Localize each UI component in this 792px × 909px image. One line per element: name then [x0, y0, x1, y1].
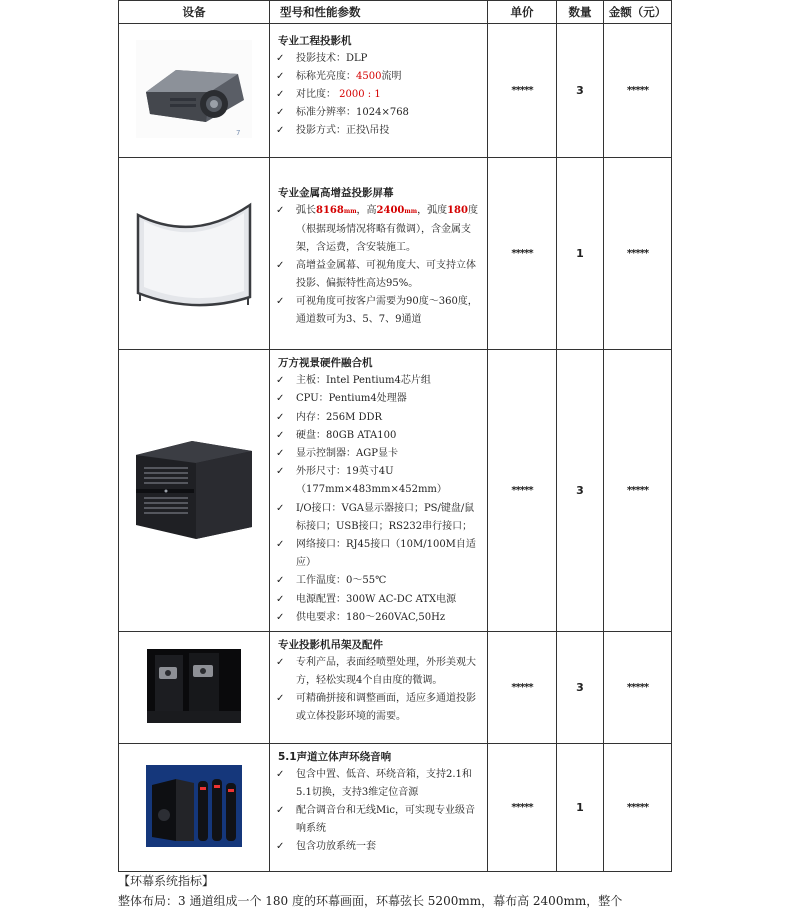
- price-cell: *****: [488, 350, 557, 632]
- spec-cell: [270, 158, 488, 350]
- spec-text: 对比度：: [296, 89, 336, 100]
- contrast-value: 2000 : 1: [336, 89, 381, 100]
- list-item: [276, 122, 481, 140]
- spec-list: [276, 372, 481, 627]
- spec-cell: [270, 24, 488, 158]
- spec-text: I/O接口：VGA显示器接口；PS/键盘/鼠标接口；USB接口；RS232串行接口；: [296, 502, 475, 532]
- list-item: [276, 372, 481, 390]
- product-title: 万方视景硬件融合机: [278, 357, 373, 369]
- spec-text: 高增益金属幕、可视角度大、可支持立体投影、偏振特性高达95%。: [296, 260, 476, 289]
- check-icon: ✓: [276, 611, 285, 623]
- check-icon: ✓: [276, 448, 285, 460]
- product-title: 5.1声道立体声环绕音响: [278, 751, 392, 764]
- projector-mount-photo: [147, 649, 241, 723]
- spec-text: 流明: [381, 71, 402, 82]
- spec-text: 显示控制器：AGP显卡: [296, 448, 398, 460]
- list-item: [276, 293, 481, 329]
- list-item: [276, 390, 481, 408]
- spec-text: CPU：Pentium4处理器: [296, 393, 407, 405]
- spec-list: [276, 654, 481, 726]
- product-title: 专业工程投影机: [278, 35, 352, 47]
- equipment-table: [118, 0, 672, 872]
- list-item: [276, 838, 481, 856]
- spec-text: 供电要求：180～260VAC,50Hz: [296, 611, 446, 623]
- spec-text: 标准分辨率：1024×768: [296, 107, 409, 118]
- price-cell: *****: [488, 744, 557, 872]
- device-image-cell: [119, 350, 270, 632]
- list-item: [276, 609, 481, 627]
- spec-cell: [270, 350, 488, 632]
- table-header-row: [119, 1, 672, 24]
- list-item: [276, 536, 481, 572]
- table-row: [119, 24, 672, 158]
- check-icon: ✓: [276, 71, 285, 82]
- spec-text: 工作温度：0～55℃: [296, 575, 387, 587]
- spec-text: 硬盘：80GB ATA100: [296, 429, 397, 441]
- amount-cell: *****: [604, 24, 672, 158]
- spec-text: 内存：256M DDR: [296, 411, 383, 423]
- curved-screen-photo: [132, 197, 256, 307]
- check-icon: ✓: [276, 769, 285, 781]
- product-title: 专业投影机吊架及配件: [278, 639, 383, 652]
- check-icon: ✓: [276, 260, 285, 271]
- check-icon: ✓: [276, 429, 285, 441]
- list-item: [276, 445, 481, 463]
- spec-text: 可视角度可按客户需要为90度～360度，通道数可为3、5、7、9通道: [296, 296, 478, 325]
- spec-text: 投影方式：正投\吊投: [296, 125, 390, 136]
- device-image-cell: [119, 158, 270, 350]
- spec-cell: [270, 744, 488, 872]
- header-price: 单价: [488, 1, 557, 24]
- product-title: 专业金属高增益投影屏幕: [278, 187, 394, 199]
- spec-text: 投影技术：DLP: [296, 53, 368, 64]
- check-icon: ✓: [276, 539, 285, 551]
- qty-cell: 3: [557, 632, 604, 744]
- list-item: [276, 50, 481, 68]
- check-icon: ✓: [276, 466, 285, 478]
- svg-text:7: 7: [236, 128, 241, 137]
- table-row: [119, 632, 672, 744]
- check-icon: ✓: [276, 89, 285, 100]
- check-icon: ✓: [276, 53, 285, 64]
- list-item: [276, 409, 481, 427]
- check-icon: ✓: [276, 575, 285, 587]
- speaker-system-photo: [146, 765, 242, 847]
- list-item: [276, 690, 481, 726]
- qty-cell: 3: [557, 350, 604, 632]
- spec-text: 外形尺寸：19英寸4U（177mm×483mm×452mm）: [296, 466, 447, 496]
- list-item: [276, 766, 481, 802]
- table-row: [119, 350, 672, 632]
- amount-cell: *****: [604, 632, 672, 744]
- list-item: [276, 591, 481, 609]
- spec-text: 配合调音台和无线Mic，可实现专业级音响系统: [296, 805, 476, 835]
- amount-cell: *****: [604, 350, 672, 632]
- spec-text: 弧长: [296, 205, 316, 216]
- spec-text: 标称光亮度：: [296, 71, 356, 82]
- price-cell: *****: [488, 24, 557, 158]
- list-item: [276, 500, 481, 536]
- header-qty: 数量: [557, 1, 604, 24]
- list-item: [276, 802, 481, 838]
- rack-server-photo: [132, 437, 256, 541]
- projector-photo: [136, 40, 252, 138]
- check-icon: ✓: [276, 375, 285, 387]
- layout-description: 整体布局：3 通道组成一个 180 度的环幕画面，环幕弦长 5200mm，幕布高 2400mm，整个: [118, 894, 623, 908]
- device-image-cell: [119, 24, 270, 158]
- check-icon: ✓: [276, 657, 285, 669]
- spec-text: 电源配置：300W AC-DC ATX电源: [296, 593, 457, 605]
- check-icon: ✓: [276, 107, 285, 118]
- list-item: [276, 654, 481, 690]
- spec-text: 主板：Intel Pentium4芯片组: [296, 375, 431, 387]
- check-icon: ✓: [276, 393, 285, 405]
- check-icon: ✓: [276, 411, 285, 423]
- check-icon: ✓: [276, 841, 285, 853]
- check-icon: ✓: [276, 693, 285, 705]
- height-value: 2400: [376, 205, 405, 216]
- unit-label: mm: [404, 208, 418, 215]
- spec-text: 包含中置、低音、环绕音箱，支持2.1和5.1切换，支持3维定位音源: [296, 769, 472, 799]
- table-row: [119, 158, 672, 350]
- list-item: [276, 202, 481, 257]
- unit-label: mm: [343, 208, 357, 215]
- qty-cell: 1: [557, 158, 604, 350]
- spec-cell: [270, 632, 488, 744]
- list-item: [276, 68, 481, 86]
- check-icon: ✓: [276, 205, 285, 216]
- amount-cell: *****: [604, 158, 672, 350]
- arc-length-value: 8168: [316, 205, 344, 216]
- qty-cell: 1: [557, 744, 604, 872]
- spec-text: 专利产品，表面经喷塑处理，外形美观大方，轻松实现4个自由度的微调。: [296, 657, 476, 687]
- list-item: [276, 572, 481, 590]
- header-amount: 金额（元）: [604, 1, 672, 24]
- header-device: 设备: [119, 1, 270, 24]
- brightness-value: 4500: [356, 71, 382, 82]
- spec-text: 网络接口：RJ45接口（10M/100M自适应）: [296, 539, 476, 569]
- table-row: [119, 744, 672, 872]
- arc-degree-value: 180: [447, 205, 468, 216]
- spec-text: ，弧度: [417, 205, 448, 216]
- check-icon: ✓: [276, 593, 285, 605]
- spec-list: [276, 50, 481, 140]
- device-image-cell: [119, 632, 270, 744]
- spec-list: [276, 766, 481, 856]
- spec-text: 可精确拼接和调整画面，适应多通道投影或立体投影环境的需要。: [296, 693, 476, 723]
- check-icon: ✓: [276, 502, 285, 514]
- list-item: [276, 86, 481, 104]
- qty-cell: 3: [557, 24, 604, 158]
- spec-text: 包含功放系统一套: [296, 841, 376, 853]
- list-item: [276, 427, 481, 445]
- list-item: [276, 463, 481, 499]
- header-model: 型号和性能参数: [270, 1, 488, 24]
- price-cell: *****: [488, 632, 557, 744]
- list-item: [276, 104, 481, 122]
- check-icon: ✓: [276, 805, 285, 817]
- check-icon: ✓: [276, 125, 285, 136]
- check-icon: ✓: [276, 296, 285, 307]
- price-cell: *****: [488, 158, 557, 350]
- section-heading: 【环幕系统指标】: [118, 874, 215, 888]
- amount-cell: *****: [604, 744, 672, 872]
- spec-text: 度（根据现场情况将略有微调），含金属支架，含运费，含安装施工。: [296, 205, 478, 253]
- list-item: [276, 257, 481, 293]
- spec-list: [276, 202, 481, 329]
- spec-text: ，高: [356, 205, 377, 216]
- device-image-cell: [119, 744, 270, 872]
